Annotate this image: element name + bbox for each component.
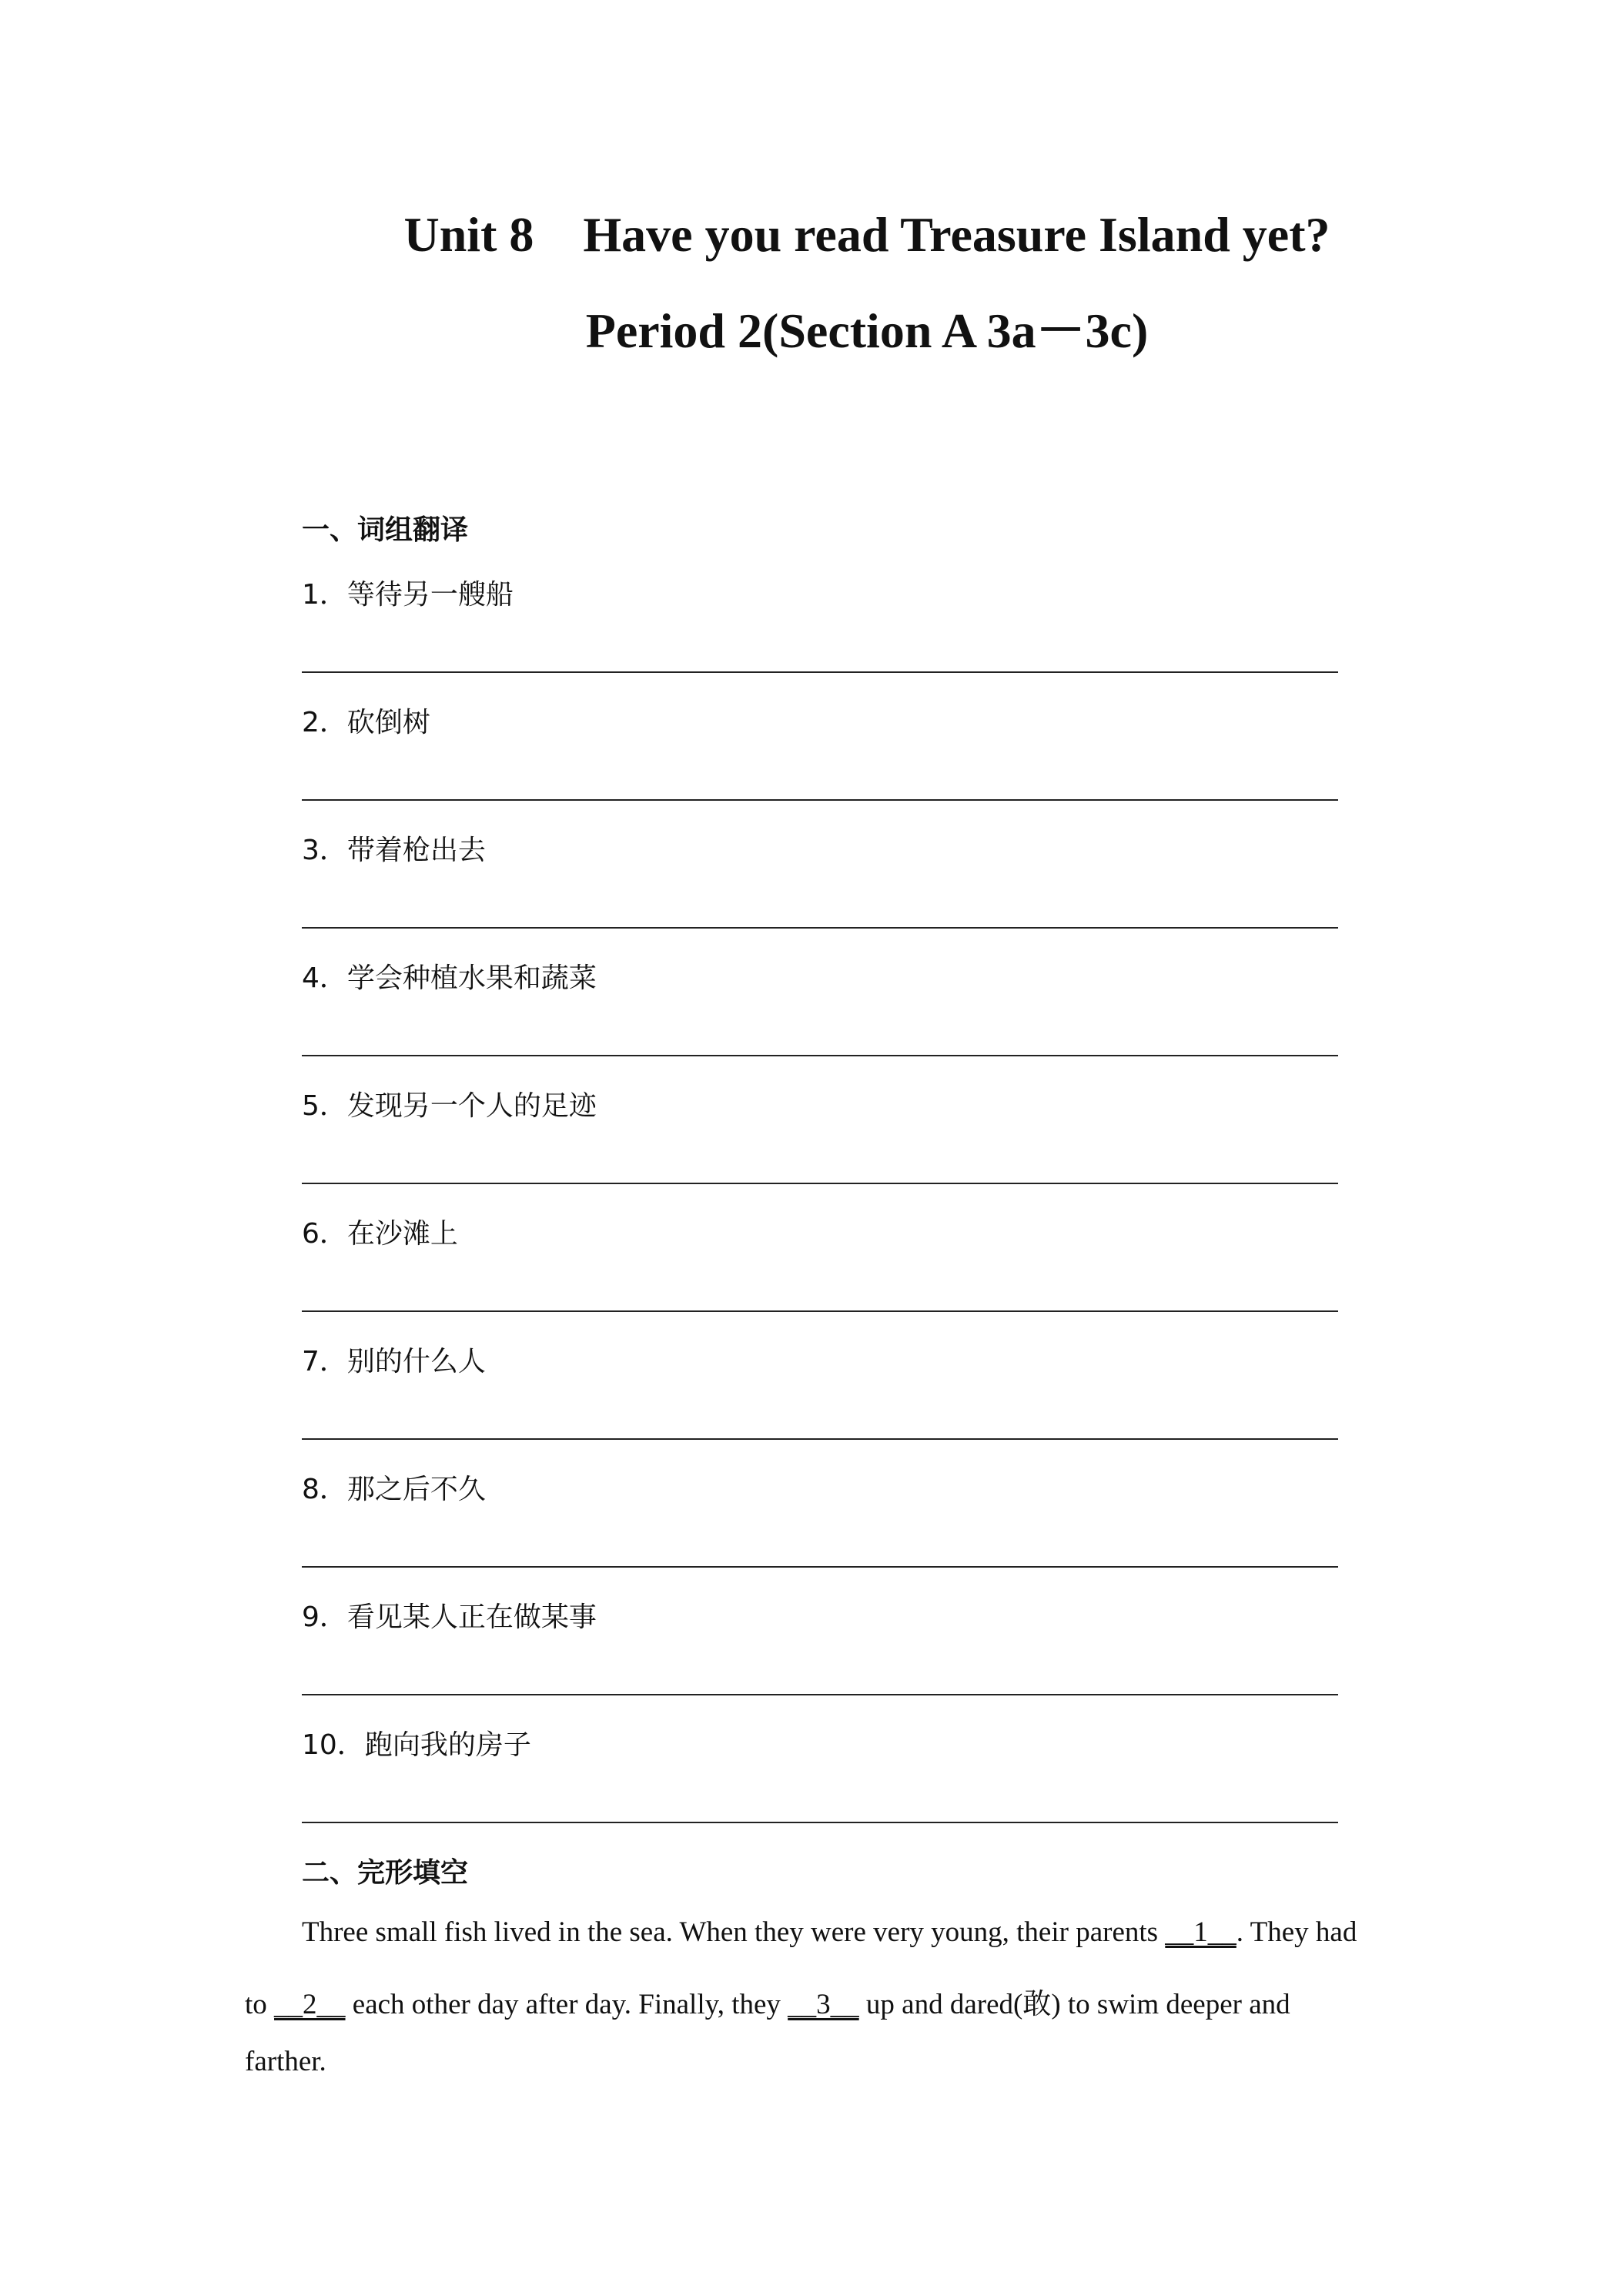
item-number: 1． — [302, 579, 347, 611]
answer-line-1[interactable] — [302, 671, 1338, 673]
translation-item — [302, 573, 514, 612]
item-text: 等待另一艘船 — [346, 579, 514, 611]
item-text: 学会种植水果和蔬菜 — [346, 962, 597, 994]
item-text: 发现另一个人的足迹 — [346, 1090, 597, 1122]
cloze-line-2 — [245, 1980, 1290, 2022]
translation-item — [302, 1212, 458, 1251]
translation-item — [302, 1084, 597, 1123]
answer-line-10[interactable] — [302, 1822, 1338, 1823]
item-text: 别的什么人 — [346, 1346, 486, 1377]
item-number: 5． — [302, 1090, 347, 1122]
answer-line-8[interactable] — [302, 1566, 1338, 1568]
item-text: 看见某人正在做某事 — [346, 1602, 597, 1633]
cloze-text: Three small fish lived in the sea. When they were very young, their parents — [302, 1916, 1166, 1948]
answer-line-6[interactable] — [302, 1310, 1338, 1312]
item-text: 跑向我的房子 — [364, 1729, 531, 1761]
cloze-line-1 — [302, 1916, 1357, 1949]
item-text: 那之后不久 — [346, 1474, 486, 1505]
section-heading-cloze: 二、完形填空 — [302, 1857, 469, 1889]
page-subtitle: Period 2(Section A 3a－3c) — [585, 303, 1149, 358]
cloze-blank-3[interactable]: __3__ — [788, 1989, 859, 2020]
item-number: 8． — [302, 1474, 347, 1505]
page-title: Unit 8 Have you read Treasure Island yet? — [403, 207, 1330, 262]
translation-item — [302, 701, 430, 740]
item-number: 4． — [302, 962, 347, 994]
cloze-line-3: farther. — [245, 2046, 326, 2077]
translation-item — [302, 1468, 486, 1507]
item-text: 在沙滩上 — [346, 1218, 458, 1250]
translation-item — [302, 828, 486, 868]
item-number: 6． — [302, 1218, 347, 1250]
translation-item — [302, 1723, 531, 1762]
cloze-text: . They had — [1236, 1916, 1357, 1948]
cloze-blank-2[interactable]: __2__ — [274, 1989, 346, 2020]
cloze-text: up and dared(敢) to swim deeper and — [858, 1989, 1290, 2020]
item-number: 3． — [302, 835, 347, 866]
translation-item — [302, 956, 597, 996]
item-number: 7． — [302, 1346, 347, 1377]
translation-item — [302, 1595, 597, 1635]
answer-line-9[interactable] — [302, 1694, 1338, 1695]
item-number: 10． — [302, 1729, 365, 1761]
item-text: 带着枪出去 — [346, 835, 486, 866]
answer-line-2[interactable] — [302, 799, 1338, 801]
answer-line-4[interactable] — [302, 1055, 1338, 1056]
answer-line-5[interactable] — [302, 1183, 1338, 1184]
cloze-text: each other day after day. Finally, they — [345, 1989, 788, 2020]
item-number: 2． — [302, 707, 347, 738]
item-text: 砍倒树 — [346, 707, 430, 738]
translation-item — [302, 1340, 486, 1379]
answer-line-3[interactable] — [302, 927, 1338, 929]
answer-line-7[interactable] — [302, 1438, 1338, 1440]
section-heading-translation: 一、词组翻译 — [302, 514, 469, 546]
cloze-text: to — [245, 1989, 275, 2020]
cloze-blank-1[interactable]: __1__ — [1165, 1916, 1236, 1948]
item-number: 9． — [302, 1602, 347, 1633]
